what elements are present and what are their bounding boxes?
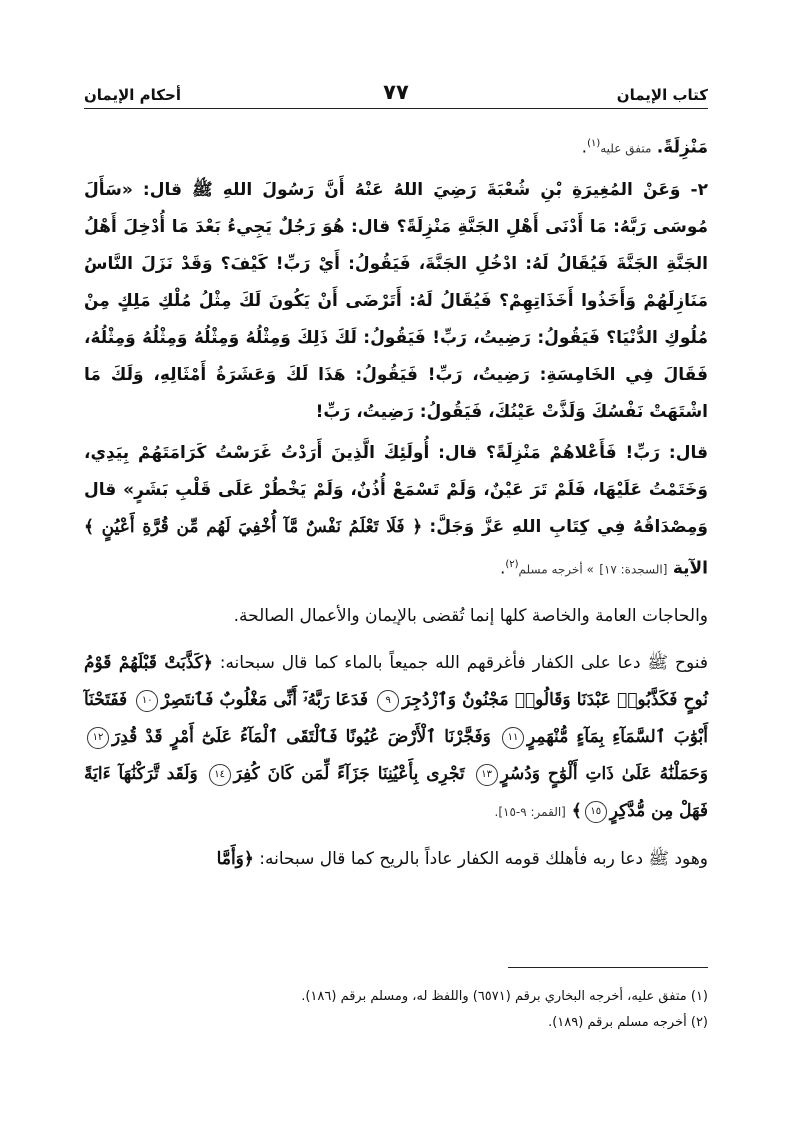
- quran-verses: ﴿كَذَّبَتْ قَبْلَهُمْ قَوْمُ نُوحٍ فَكَذَّبُوا۟ عَبْدَنَا وَقَالُوا۟ مَجْنُونٌ وَٱزْدُجِرَ٩ فَدَعَا رَبَّهُۥٓ أَنِّى مَغْلُوبٌ فَٱنتَصِرْ١٠ فَفَتَحْنَآ أَبْوَٰبَ ٱلسَّمَآءِ بِمَآءٍ مُّنْهَمِرٍ١١ وَفَجَّرْنَا ٱلْأَرْضَ عُيُونًا فَٱلْتَقَى ٱلْمَآءُ عَلَىٰٓ أَمْرٍ قَدْ قُدِرَ١٢ وَحَمَلْنَٰهُ عَلَىٰ ذَاتِ أَلْوَٰحٍ وَدُسُرٍ١٣ تَجْرِى بِأَعْيُنِنَا جَزَآءً لِّمَن كَانَ كُفِرَ١٤ وَلَقَد تَّرَكْنَٰهَآ ءَايَةً فَهَلْ مِن مُّدَّكِرٍ١٥﴾: [84, 653, 709, 822]
- quran-quote: ﴿وَأَمَّا: [216, 849, 254, 870]
- hadith-paragraph: ٢- وَعَنْ المُغِيرَةِ بْنِ شُعْبَةَ رَضِيَ اللهُ عَنْهُ أَنَّ رَسُولَ اللهِ ﷺ قال: «سَأَلَ مُوسَى رَبَّهُ: مَا أَدْنَى أَهْلِ الجَنَّةِ مَنْزِلَةً؟ قال: هُوَ رَجُلٌ يَجِيءُ بَعْدَ مَا أُدْخِلَ أَهْلُ الجَنَّةِ الجَنَّةَ فَيُقَالُ لَهُ: ادْخُلِ الجَنَّةَ، فَيَقُولُ: أَيْ رَبِّ! كَيْفَ؟ وَقَدْ نَزَلَ النَّاسُ مَنَازِلَهُمْ وَأَخَذُوا أَخَذَاتِهِمْ؟ فَيُقَالُ لَهُ: أَتَرْضَى أَنْ يَكُونَ لَكَ مِثْلُ مُلْكِ مَلِكٍ مِنْ مُلُوكِ الدُّنْيَا؟ فَيَقُولُ: رَضِيتُ، رَبِّ! فَيَقُولُ: لَكَ ذَلِكَ وَمِثْلُهُ وَمِثْلُهُ وَمِثْلُهُ وَمِثْلُهُ، فَقَالَ فِي الخَامِسَةِ: رَضِيتُ، رَبِّ! فَيَقُولُ: هَذَا لَكَ وَعَشَرَةُ أَمْثَالِهِ، وَلَكَ مَا اشْتَهَتْ نَفْسُكَ وَلَذَّتْ عَيْنُكَ، فَيَقُولُ: رَضِيتُ، رَبِّ!: [84, 179, 708, 422]
- surah-reference: [القمر: ٩-١٥].: [494, 805, 566, 820]
- footnote-ref-2[interactable]: (٢): [505, 558, 519, 570]
- ayah-number-marker: ١٤: [209, 764, 231, 786]
- book-title: أحكام الإيمان: [84, 86, 181, 104]
- surah-reference: [السجدة: ١٧]: [599, 562, 668, 577]
- chapter-title: كتاب الإيمان: [616, 86, 708, 104]
- paragraph-needs: والحاجات العامة والخاصة كلها إنما تُقضى بالإيمان والأعمال الصالحة.: [233, 606, 708, 627]
- paragraph-continuation: مَنْزِلَةً. متفق عليه$^{(١)}$.: [581, 137, 708, 158]
- running-header: [84, 72, 708, 109]
- paragraph-nuh: فنوح ﷺ دعا على الكفار فأغرقهم الله جميعاً بالماء كما قال سبحانه: ﴿كَذَّبَتْ قَبْلَهُمْ قَوْمُ نُوحٍ فَكَذَّبُوا۟ عَبْدَنَا وَقَالُوا۟ مَجْنُونٌ وَٱزْدُجِرَ٩ فَدَعَا رَبَّهُۥٓ أَنِّى مَغْلُوبٌ فَٱنتَصِرْ١٠ فَفَتَحْنَآ أَبْوَٰبَ ٱلسَّمَآءِ بِمَآءٍ مُّنْهَمِرٍ١١ وَفَجَّرْنَا ٱلْأَرْضَ عُيُونًا فَٱلْتَقَى ٱلْمَآءُ عَلَىٰٓ أَمْرٍ قَدْ قُدِرَ١٢ وَحَمَلْنَٰهُ عَلَىٰ ذَاتِ أَلْوَٰحٍ وَدُسُرٍ١٣ تَجْرِى بِأَعْيُنِنَا جَزَآءً لِّمَن كَانَ كُفِرَ١٤ وَلَقَد تَّرَكْنَٰهَآ ءَايَةً فَهَلْ مِن مُّدَّكِرٍ١٥﴾ [القمر: ٩-١٥].: [84, 653, 709, 822]
- ayah-number-marker: ١٥: [585, 801, 607, 823]
- ayah-number-marker: ٩: [377, 690, 399, 712]
- footnote-1: (١) متفق عليه، أخرجه البخاري برقم (٦٥٧١) واللفظ له، ومسلم برقم (١٨٦).: [301, 989, 708, 1004]
- paragraph-hud: وهود ﷺ دعا ربه فأهلك قومه الكفار عاداً بالريح كما قال سبحانه: ﴿وَأَمَّا: [216, 849, 708, 870]
- page-body: [84, 125, 708, 878]
- hadith-paragraph-continued: قال: رَبِّ! فَأَعْلاهُمْ مَنْزِلَةً؟ قال: أُولَئِكَ الَّذِينَ أَرَدْتُ غَرَسْتُ كَرَامَتَهُمْ بِيَدِي، وَخَتَمْتُ عَلَيْهَا، فَلَمْ تَرَ عَيْنٌ، وَلَمْ تَسْمَعْ أُذُنٌ، وَلَمْ يَخْطُرْ عَلَى قَلْبِ بَشَرٍ» قال وَمِصْدَاقُهُ فِي كِتَابِ اللهِ عَزَّ وَجَلَّ: ﴿ فَلَا تَعْلَمُ نَفْسٌ مَّآ أُخْفِيَ لَهُم مِّن قُرَّةِ أَعْيُنٍ ﴾ الآية [السجدة: ١٧] » أخرجه مسلم$^{(٢)}$.: [84, 442, 708, 579]
- ayah-number-marker: ١٢: [87, 727, 109, 749]
- page-number: ٧٧: [383, 80, 409, 104]
- ayah-number-marker: ١٣: [476, 764, 498, 786]
- book-page: [84, 72, 708, 1072]
- footnote-2: (٢) أخرجه مسلم برقم (١٨٩).: [548, 1015, 708, 1030]
- ayah-number-marker: ١١: [502, 727, 524, 749]
- ayah-number-marker: ١٠: [136, 690, 158, 712]
- quran-quote: ﴿ فَلَا تَعْلَمُ نَفْسٌ مَّآ أُخْفِيَ لَهُم مِّن قُرَّةِ أَعْيُنٍ ﴾: [84, 516, 423, 537]
- footnotes: [84, 984, 708, 1036]
- footnote-ref-1[interactable]: (١): [587, 138, 601, 149]
- footnote-divider: [508, 967, 708, 968]
